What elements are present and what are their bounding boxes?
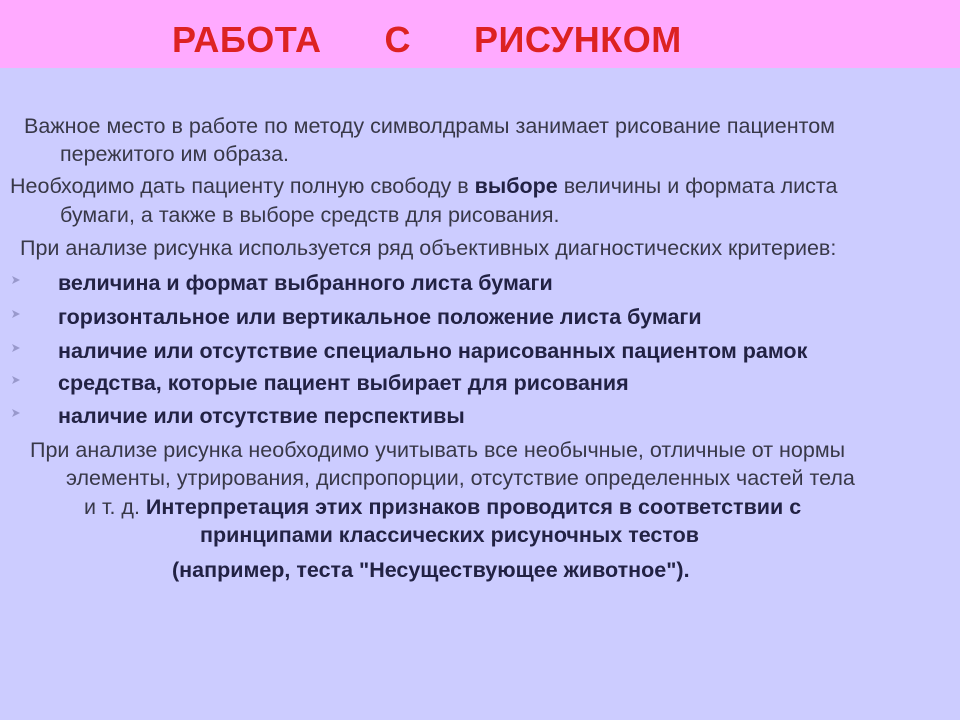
- small-arrow-bullet-icon: [10, 342, 22, 354]
- small-arrow-bullet-icon: [10, 407, 22, 419]
- paragraph-1-line-1: Важное место в работе по методу символдрамы занимает рисование пациентом: [24, 114, 835, 138]
- criteria-bullet-text: горизонтальное или вертикальное положение листа бумаги: [58, 305, 702, 329]
- closing-line-3-text: и т. д.: [84, 495, 146, 519]
- criteria-bullet-item: [10, 268, 950, 302]
- paragraph-2-text-c: величины и формата листа: [557, 174, 838, 198]
- closing-line-1: При анализе рисунка необходимо учитывать все необычные, отличные от нормы: [30, 438, 846, 462]
- paragraph-2-bold-word: выборе: [474, 174, 558, 198]
- criteria-bullet-text: наличие или отсутствие перспективы: [58, 404, 465, 428]
- criteria-bullet-item: [10, 368, 950, 402]
- criteria-bullet-item: [10, 302, 950, 336]
- closing-line-3-bold: Интерпретация этих признаков проводится в соответствии с: [145, 495, 802, 519]
- criteria-bullet-text: средства, которые пациент выбирает для рисования: [58, 371, 629, 395]
- closing-line-4: принципами классических рисуночных тестов: [200, 523, 699, 547]
- criteria-bullet-text: наличие или отсутствие специально нарисованных пациентом рамок: [58, 339, 808, 363]
- closing-line-2: элементы, утрирования, диспропорции, отсутствие определенных частей тела: [66, 466, 855, 490]
- paragraph-1-line-2: пережитого им образа.: [60, 142, 290, 166]
- paragraph-2-line-2: бумаги, а также в выборе средств для рисования.: [60, 203, 560, 227]
- criteria-bullet-item: [10, 401, 950, 435]
- small-arrow-bullet-icon: [10, 374, 22, 386]
- small-arrow-bullet-icon: [10, 308, 22, 320]
- paragraph-2-text-a: Необходимо дать пациенту полную свободу в: [10, 174, 475, 198]
- slide-title: РАБОТА С РИСУНКОМ: [172, 19, 682, 60]
- small-arrow-bullet-icon: [10, 274, 22, 286]
- criteria-bullet-item: [10, 336, 950, 370]
- closing-line-3: [84, 492, 801, 522]
- paragraph-3: При анализе рисунка используется ряд объективных диагностических критериев:: [20, 236, 837, 260]
- criteria-bullet-text: величина и формат выбранного листа бумаги: [58, 271, 553, 295]
- closing-line-5: (например, теста "Несуществующее животное").: [172, 558, 690, 582]
- paragraph-2-line-1: [10, 171, 838, 201]
